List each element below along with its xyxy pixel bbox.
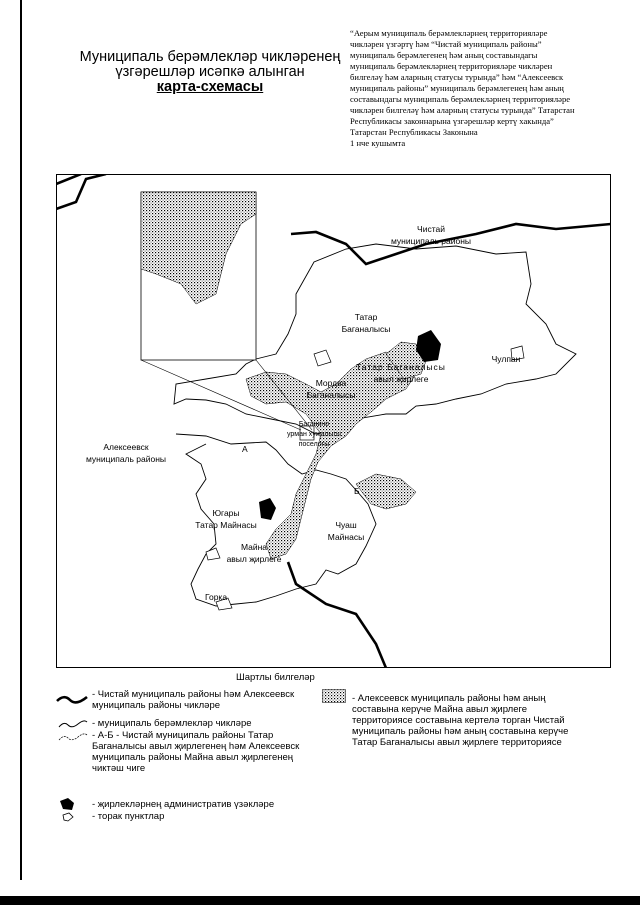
map-label-baganino-3: поселогы xyxy=(298,441,330,448)
map-label-gorka: Горка xyxy=(204,592,228,602)
legend-symbol-transferred-territory xyxy=(322,689,346,703)
page-title xyxy=(60,50,360,95)
note-line: муниципаль районы” муниципаль берәмлегенең һәм аның xyxy=(350,83,564,93)
note-line: Республикасы законнарына үзгәрешләр кертү хакында” xyxy=(350,116,554,126)
note-line: Татарстан Республикасы Законына xyxy=(350,127,478,137)
legend-item-admin-center: - җирлекләрнең административ үзәкләре xyxy=(92,799,275,810)
legend-item-settlement: - торак пунктлар xyxy=(92,811,165,822)
legend-item-transferred-territory xyxy=(352,693,568,748)
note-line: муниципаль берәмлекләрнең территорияләре чикләрен xyxy=(350,61,553,71)
legend-symbol-admin-center xyxy=(58,797,76,811)
legend-text: муниципаль районы һәм аның составына керүче xyxy=(352,726,569,737)
note-line: билгеләү һәм аларның статусы турында” һәм “Алексеевск xyxy=(350,72,564,82)
boundary-map xyxy=(56,174,611,668)
map-label-chuash: Чуаш xyxy=(335,520,357,530)
map-label-baganino-2: урман хуҗалыгы xyxy=(286,431,342,438)
map-label-point-a: А xyxy=(242,444,248,454)
note-line: 1 нче кушымта xyxy=(350,138,406,148)
map-label-yugary: Югары xyxy=(212,508,240,518)
map-label-chulpan: Чулпан xyxy=(491,354,521,364)
note-line: составындагы муниципаль берәмлекләрнең территорияләре xyxy=(350,94,571,104)
legend-text: составына керүче Майна авыл җирлеге xyxy=(352,704,528,715)
legend-title: Шартлы билгеләр xyxy=(236,672,315,683)
legend-text: территориясе составына кертелә торган Чистай xyxy=(352,715,565,726)
legend-item-municipal-boundary: - муниципаль берәмлекләр чикләре xyxy=(92,718,252,729)
legend-item-ab-boundary xyxy=(92,730,299,774)
legend-text: чиктәш чиге xyxy=(92,763,146,774)
scan-bottom-border xyxy=(0,896,640,905)
title-line-2: үзгәрешләр исәпкә алынган xyxy=(115,64,305,80)
note-line: “Аерым муниципаль берәмлекләрнең территорияләре xyxy=(350,28,548,38)
map-label-tatar-settlement-2: авыл җирлеге xyxy=(373,374,429,384)
legend-symbol-ab-boundary xyxy=(58,732,88,742)
legend-text: - Чистай муниципаль районы һәм Алексеевск xyxy=(92,689,295,700)
legend-text: муниципаль районы чикләре xyxy=(92,700,221,711)
legend-text: муниципаль районы Майна авыл җирлегенең xyxy=(92,752,294,763)
legend-text: - А-Б - Чистай муниципаль районы Татар xyxy=(92,730,274,741)
map-label-alekseevsk-district: муниципаль районы xyxy=(85,454,167,464)
map-label-alekseevsk: Алексеевск xyxy=(103,442,149,452)
map-label-point-b: Б xyxy=(354,486,360,496)
legend-symbol-district-boundary xyxy=(56,692,90,704)
legend-symbol-municipal-boundary xyxy=(58,719,88,729)
note-line: чикләрен билгеләү һәм аларның статусы турында” Татарстан xyxy=(350,105,575,115)
map-label-yugary-2: Татар Майнасы xyxy=(195,520,257,530)
map-label-maina-2: авыл җирлеге xyxy=(226,554,282,564)
map-label-maina: Майна xyxy=(240,542,268,552)
legend-text: - Алексеевск муниципаль районы һәм аның xyxy=(352,693,546,704)
map-label-tatar-bag: Татар xyxy=(354,312,378,322)
map-label-tatar-settlement: Татар Баганалысы xyxy=(356,362,446,372)
map-label-chistay: Чистай xyxy=(417,224,445,234)
title-line-1: Муниципаль берәмлекләр чикләренең xyxy=(79,49,341,65)
map-label-tatar-bag-2: Баганалысы xyxy=(341,324,391,334)
legend-item-district-boundary xyxy=(92,689,294,711)
map-label-baganino: Баганино xyxy=(298,421,330,428)
map-label-chistay-district: муниципаль районы xyxy=(390,236,472,246)
scan-edge-line xyxy=(20,0,22,880)
note-line: чикләрен үзгәртү һәм “Чистай муниципаль районы” xyxy=(350,39,542,49)
legend-text: Татар Баганалысы авыл җирлеге территориясе xyxy=(352,737,562,748)
legend-text: Баганалысы авыл җирлегенең һәм Алексеевск xyxy=(92,741,300,752)
appendix-note xyxy=(350,28,618,149)
map-label-mordva-2: Баганалысы xyxy=(306,390,356,400)
legend-symbol-settlement xyxy=(62,812,74,822)
map-label-mordva: Мордва xyxy=(315,378,347,388)
note-line: муниципаль берәмлегенең һәм аның составындагы xyxy=(350,50,538,60)
map-label-chuash-2: Майнасы xyxy=(327,532,365,542)
title-line-3: карта-схемасы xyxy=(156,79,264,95)
